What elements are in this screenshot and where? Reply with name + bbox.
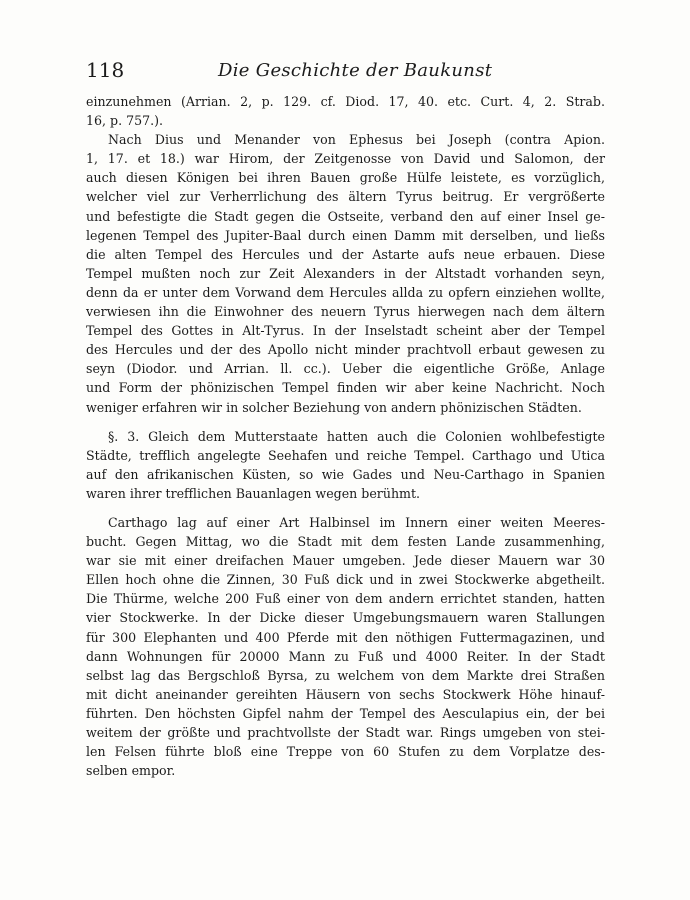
text-line: §. 3. Gleich dem Mutterstaate hatten auch die Colonien wohlbefestigte	[108, 428, 605, 444]
page-header	[86, 58, 606, 88]
text-line: Nach Dius und Menander von Ephesus bei Joseph (contra Apion.	[108, 132, 605, 148]
paragraph-gap	[86, 503, 605, 513]
paragraph-citation	[86, 92, 605, 130]
text-line: vier Stockwerke. In der Dicke dieser Umgebungsmauern waren Stallungen	[86, 610, 605, 626]
text-line: dann Wohnungen für 20000 Mann zu Fuß und 4000 Reiter. In der Stadt	[86, 648, 605, 664]
paragraph-carthago	[86, 513, 605, 780]
text-line: und befestigte die Stadt gegen die Ostseite, verband den auf einer Insel ge-	[86, 208, 605, 224]
text-line: weniger erfahren wir in solcher Beziehung von andern phönizischen Städten.	[86, 399, 582, 415]
text-line: selben empor.	[86, 763, 176, 779]
text-line: weitem der größte und prachtvollste der Stadt war. Rings umgeben von stei-	[86, 725, 605, 740]
paragraph-gap	[86, 417, 605, 427]
body-text	[86, 92, 605, 780]
text-line: seyn (Diodor. und Arrian. ll. cc.). Ueber die eigentliche Größe, Anlage	[86, 361, 605, 377]
text-line: legenen Tempel des Jupiter-Baal durch einen Damm mit derselben, und ließs	[86, 227, 605, 243]
text-line: führten. Den höchsten Gipfel nahm der Tempel des Aesculapius ein, der bei	[86, 705, 605, 721]
text-line: selbst lag das Bergschloß Byrsa, zu welchem von dem Markte drei Straßen	[86, 667, 605, 683]
text-line: auch diesen Königen bei ihren Bauen große Hülfe leistete, es vorzüglich,	[86, 170, 605, 186]
text-line: Carthago lag auf einer Art Halbinsel im Innern einer weiten Meeres-	[108, 514, 605, 530]
page-number: 118	[86, 58, 125, 82]
text-line: welcher viel zur Verherrlichung des ältern Tyrus beitrug. Er vergrößerte	[86, 189, 605, 205]
text-line: Städte, trefflich angelegte Seehafen und reiche Tempel. Carthago und Utica	[86, 447, 605, 463]
text-line: einzunehmen (Arrian. 2, p. 129. cf. Diod. 17, 40. etc. Curt. 4, 2. Strab.	[86, 94, 605, 109]
text-line: Die Thürme, welche 200 Fuß einer von dem andern errichtet standen, hatten	[86, 591, 605, 607]
text-line: die alten Tempel des Hercules und der Astarte aufs neue erbauen. Diese	[86, 246, 605, 262]
paragraph-tyrus	[86, 130, 605, 416]
text-line: war sie mit einer dreifachen Mauer umgeben. Jede dieser Mauern war 30	[86, 553, 605, 569]
text-line: auf den afrikanischen Küsten, so wie Gades und Neu-Carthago in Spanien	[86, 466, 605, 482]
text-line: verwiesen ihn die Einwohner des neuern Tyrus hierwegen nach dem ältern	[86, 304, 605, 320]
text-line: bucht. Gegen Mittag, wo die Stadt mit dem festen Lande zusammenhing,	[86, 534, 605, 550]
text-line: 16, p. 757.).	[86, 113, 164, 129]
text-line: Ellen hoch ohne die Zinnen, 30 Fuß dick und in zwei Stockwerke abgetheilt.	[86, 572, 605, 588]
text-line: mit dicht aneinander gereihten Häusern von sechs Stockwerk Höhe hinauf-	[86, 686, 605, 702]
running-title: Die Geschichte der Baukunst	[218, 60, 493, 81]
text-line: 1, 17. et 18.) war Hirom, der Zeitgenosse von David und Salomon, der	[86, 151, 605, 167]
text-line: denn da er unter dem Vorwand dem Hercules allda zu opfern einziehen wollte,	[86, 284, 605, 300]
text-line: für 300 Elephanten und 400 Pferde mit den nöthigen Futtermagazinen, und	[86, 629, 605, 645]
text-line: und Form der phönizischen Tempel finden wir aber keine Nachricht. Noch	[86, 380, 605, 396]
text-line: waren ihrer trefflichen Bauanlagen wegen berühmt.	[86, 485, 421, 501]
text-line: Tempel mußten noch zur Zeit Alexanders in der Altstadt vorhanden seyn,	[86, 265, 605, 281]
text-line: des Hercules und der des Apollo nicht minder prachtvoll erbaut gewesen zu	[86, 342, 605, 358]
text-line: Tempel des Gottes in Alt-Tyrus. In der Inselstadt scheint aber der Tempel	[86, 323, 605, 339]
text-line: len Felsen führte bloß eine Treppe von 60 Stufen zu dem Vorplatze des-	[86, 744, 605, 760]
paragraph-section-3	[86, 427, 605, 503]
